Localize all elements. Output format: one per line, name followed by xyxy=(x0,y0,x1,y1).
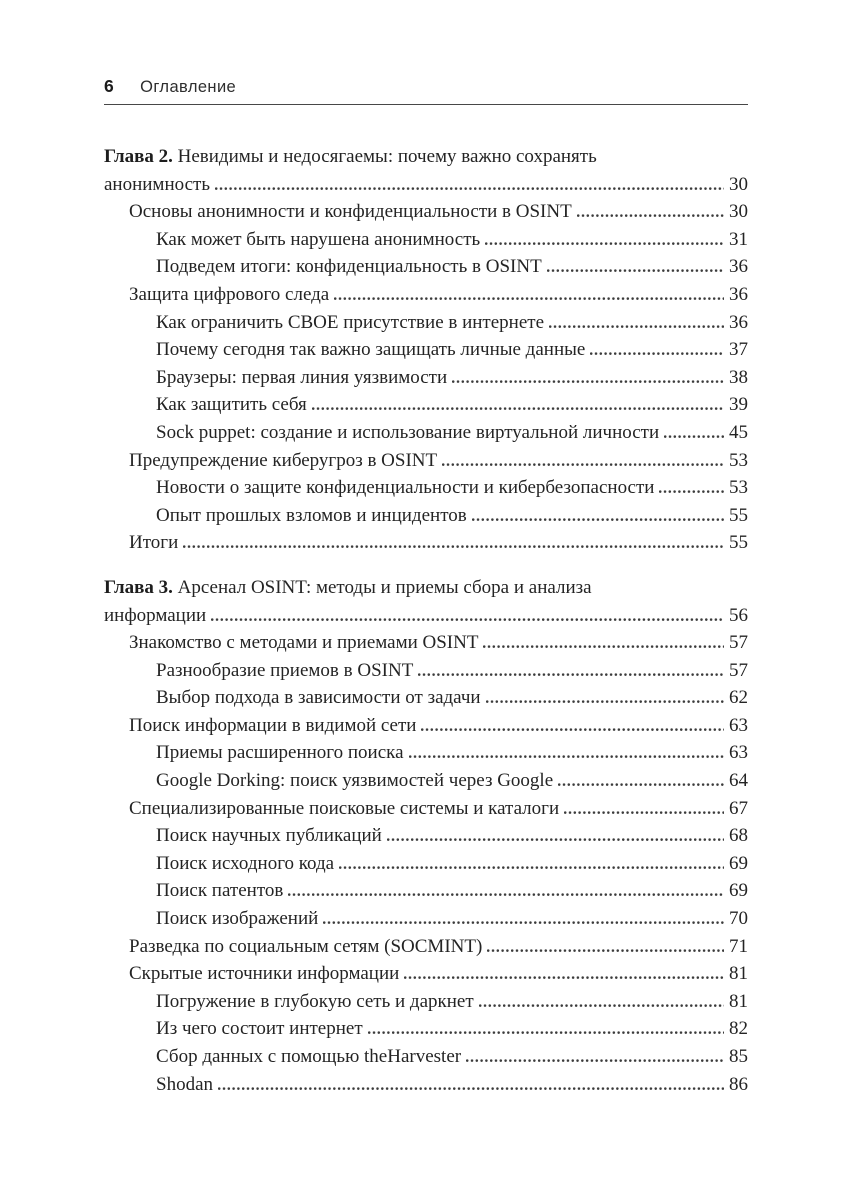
toc-entry-title: Специализированные поисковые системы и каталоги xyxy=(129,797,560,819)
dot-leader xyxy=(472,520,724,521)
dot-leader xyxy=(442,465,724,466)
chapter-entries xyxy=(104,198,748,557)
toc-entry xyxy=(104,960,748,988)
toc-entry xyxy=(104,281,748,309)
toc-entry-page: 55 xyxy=(729,532,748,554)
chapter-heading-text xyxy=(104,143,597,171)
toc-entry-page: 86 xyxy=(729,1073,748,1095)
dot-leader xyxy=(387,840,724,841)
toc-entry xyxy=(104,629,748,657)
toc-entry-page: 53 xyxy=(729,477,748,499)
chapter-heading-line2 xyxy=(104,602,748,630)
toc-entry xyxy=(104,391,748,419)
toc-entry-page: 57 xyxy=(729,659,748,681)
chapter-page-number: 30 xyxy=(729,173,748,195)
toc-entry-page: 31 xyxy=(729,228,748,250)
toc-entry-page: 64 xyxy=(729,770,748,792)
dot-leader xyxy=(312,409,724,410)
toc-entry-page: 69 xyxy=(729,880,748,902)
dot-leader xyxy=(659,492,724,493)
running-header xyxy=(104,76,748,105)
toc-entry-page: 85 xyxy=(729,1046,748,1067)
dot-leader xyxy=(183,547,724,548)
toc-entry xyxy=(104,226,748,254)
toc-entry-page: 68 xyxy=(729,825,748,847)
toc-entry-title: Почему сегодня так важно защищать личные данные xyxy=(156,339,586,361)
toc-entry-title: Итоги xyxy=(129,532,179,554)
toc-entry-page: 62 xyxy=(729,687,748,709)
toc-entry xyxy=(104,309,748,337)
toc-entry xyxy=(104,364,748,392)
dot-leader xyxy=(549,327,724,328)
toc-entry xyxy=(104,1043,748,1071)
dot-leader xyxy=(479,1006,724,1007)
toc-entry-title: Основы анонимности и конфиденциальности в OSINT xyxy=(129,201,572,223)
toc-entry-title: Разведка по социальным сетям (SOCMINT) xyxy=(129,935,483,957)
chapter-heading-text xyxy=(104,574,592,602)
toc-entry xyxy=(104,1071,748,1099)
toc-entry-page: 70 xyxy=(729,908,748,930)
toc-entry-page: 63 xyxy=(729,714,748,736)
dot-leader xyxy=(323,923,724,924)
dot-leader xyxy=(215,189,724,190)
toc-entry xyxy=(104,767,748,795)
chapter-title: Невидимы и недосягаемы: почему важно сохранять xyxy=(172,146,597,167)
toc-entry xyxy=(104,877,748,905)
toc-entry-page: 55 xyxy=(729,504,748,526)
dot-leader xyxy=(218,1089,724,1090)
toc-entry xyxy=(104,712,748,740)
toc-entry-page: 38 xyxy=(729,366,748,388)
dot-leader xyxy=(558,785,724,786)
toc-entry-title: Из чего состоит интернет xyxy=(156,1018,363,1040)
page-number: 6 xyxy=(104,76,115,96)
toc-entry-page: 30 xyxy=(729,201,748,223)
dot-leader xyxy=(421,730,724,731)
header-title: Оглавление xyxy=(140,78,237,96)
dot-leader xyxy=(664,437,724,438)
dot-leader xyxy=(547,271,724,272)
toc-entry xyxy=(104,529,748,557)
toc-entry-title: Новости о защите конфиденциальности и кибербезопасности xyxy=(156,477,655,499)
toc-entry xyxy=(104,684,748,712)
toc-entry-title: Приемы расширенного поиска xyxy=(156,742,404,764)
toc-entry-title: Как может быть нарушена анонимность xyxy=(156,228,481,250)
toc-chapter xyxy=(104,574,748,1098)
toc-entry-page: 67 xyxy=(729,797,748,819)
toc-entry xyxy=(104,419,748,447)
toc-entry xyxy=(104,905,748,933)
toc-entry xyxy=(104,822,748,850)
toc-entry xyxy=(104,198,748,226)
chapter-heading-line1 xyxy=(104,574,748,602)
toc-entry-title: Как защитить себя xyxy=(156,394,307,416)
dot-leader xyxy=(452,382,724,383)
toc-entry-title: Знакомство с методами и приемами OSINT xyxy=(129,632,479,654)
toc-entry-page: 36 xyxy=(729,283,748,305)
dot-leader xyxy=(339,868,724,869)
toc-entry-page: 36 xyxy=(729,311,748,333)
toc-entry-title: Погружение в глубокую сеть и даркнет xyxy=(156,990,474,1012)
toc-entry-title: Браузеры: первая линия уязвимости xyxy=(156,366,448,388)
toc-entry-title: Предупреждение киберугроз в OSINT xyxy=(129,449,438,471)
toc-entry-title: Поиск научных публикаций xyxy=(156,825,382,847)
chapter-title-continued: анонимность xyxy=(104,173,211,195)
dot-leader xyxy=(409,757,724,758)
dot-leader xyxy=(483,647,724,648)
dot-leader xyxy=(577,216,724,217)
running-header-row xyxy=(104,76,748,97)
toc-entry-title: Сбор данных с помощью theHarvester xyxy=(156,1046,462,1067)
toc-entry xyxy=(104,253,748,281)
toc-entry-title: Поиск изображений xyxy=(156,908,319,930)
toc-entry-title: Защита цифрового следа xyxy=(129,283,330,305)
toc-entry-title: Как ограничить СВОЕ присутствие в интернете xyxy=(156,311,545,333)
toc-entry-title: Поиск патентов xyxy=(156,880,284,902)
toc-entry-title: Sock puppet: создание и использование виртуальной личности xyxy=(156,421,660,443)
toc-entry-title: Опыт прошлых взломов и инцидентов xyxy=(156,504,467,526)
toc-entry xyxy=(104,1015,748,1043)
toc-chapter xyxy=(104,143,748,557)
toc-entry-page: 82 xyxy=(729,1018,748,1040)
chapter-label: Глава 3. xyxy=(104,576,173,598)
toc xyxy=(104,143,748,1098)
chapter-heading-line2 xyxy=(104,171,748,199)
toc-entry-page: 45 xyxy=(729,421,748,443)
toc-entry-title: Shodan xyxy=(156,1073,213,1095)
dot-leader xyxy=(418,675,724,676)
toc-entry-page: 36 xyxy=(729,256,748,278)
toc-entry-page: 57 xyxy=(729,632,748,654)
toc-entry xyxy=(104,474,748,502)
toc-entry-title: Выбор подхода в зависимости от задачи xyxy=(156,687,481,709)
toc-entry-page: 39 xyxy=(729,394,748,416)
toc-entry-title: Разнообразие приемов в OSINT xyxy=(156,659,414,681)
dot-leader xyxy=(487,951,724,952)
dot-leader xyxy=(211,620,724,621)
chapter-title-continued: информации xyxy=(104,604,207,626)
toc-entry xyxy=(104,850,748,878)
toc-entry-page: 37 xyxy=(729,339,748,361)
toc-entry-title: Подведем итоги: конфиденциальность в OSINT xyxy=(156,256,542,278)
dot-leader xyxy=(485,244,724,245)
dot-leader xyxy=(590,354,724,355)
header-rule xyxy=(104,104,748,105)
chapter-heading-line1 xyxy=(104,143,748,171)
toc-entry-page: 69 xyxy=(729,852,748,874)
toc-entry xyxy=(104,657,748,685)
chapter-title: Арсенал OSINT: методы и приемы сбора и анализа xyxy=(172,576,592,598)
dot-leader xyxy=(368,1033,724,1034)
toc-entry xyxy=(104,933,748,961)
chapter-page-number: 56 xyxy=(729,604,748,626)
toc-entry xyxy=(104,447,748,475)
toc-entry-title: Google Dorking: поиск уязвимостей через Google xyxy=(156,770,554,792)
toc-entry-page: 81 xyxy=(729,963,748,985)
chapter-entries xyxy=(104,629,748,1098)
chapter-label: Глава 2. xyxy=(104,146,173,167)
toc-entry xyxy=(104,502,748,530)
toc-entry-page: 81 xyxy=(729,990,748,1012)
toc-entry-page: 63 xyxy=(729,742,748,764)
toc-entry xyxy=(104,739,748,767)
toc-entry-page: 53 xyxy=(729,449,748,471)
dot-leader xyxy=(288,895,724,896)
toc-entry xyxy=(104,336,748,364)
toc-entry xyxy=(104,988,748,1016)
toc-entry-title: Скрытые источники информации xyxy=(129,963,400,985)
dot-leader xyxy=(466,1061,724,1062)
dot-leader xyxy=(334,299,724,300)
dot-leader xyxy=(564,813,724,814)
dot-leader xyxy=(404,978,724,979)
toc-entry-page: 71 xyxy=(729,935,748,957)
toc-entry-title: Поиск информации в видимой сети xyxy=(129,714,417,736)
dot-leader xyxy=(486,702,724,703)
toc-entry-title: Поиск исходного кода xyxy=(156,852,335,874)
toc-entry xyxy=(104,795,748,823)
